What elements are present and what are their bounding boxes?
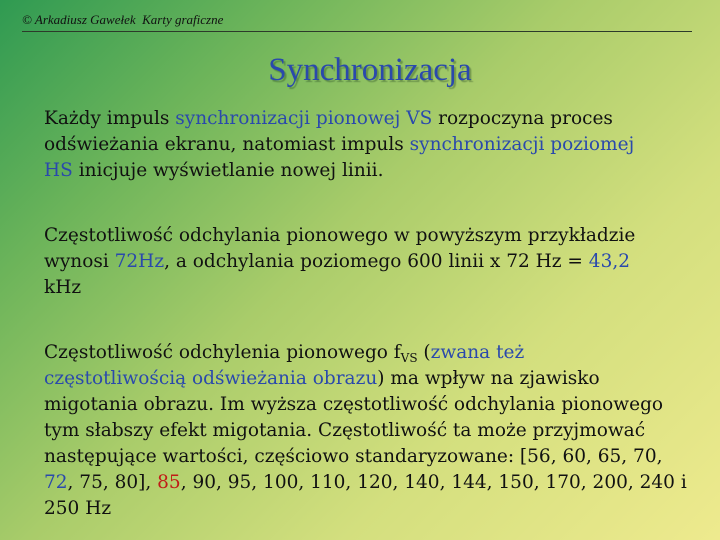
text-run: , a odchylania poziomego 600 linii x 72 Hz = — [164, 251, 589, 272]
value-85: 85 — [157, 472, 181, 493]
text-line — [44, 249, 716, 275]
text-run: , 90, 95, 100, 110, 120, 140, 144, 150, 170, 200, 240 i — [180, 472, 687, 493]
paragraph-refresh-rate — [44, 340, 716, 522]
text-line — [44, 340, 716, 366]
text-line: 250 Hz — [44, 498, 112, 519]
term-vertical-sync: synchronizacji pionowej VS — [175, 108, 433, 129]
text-line — [44, 132, 716, 158]
text-line — [44, 158, 716, 184]
value-vertical-frequency: 72Hz — [114, 251, 165, 272]
text-line — [44, 106, 716, 132]
paragraph-frequency-example — [44, 223, 716, 301]
text-run: ( — [417, 342, 431, 363]
highlighted-text: zwana też — [430, 342, 525, 363]
header-divider — [22, 31, 692, 32]
text-run: , 75, 80], — [67, 472, 158, 493]
text-run: inicjuje wyświetlanie nowej linii. — [72, 160, 384, 181]
slide-title: Synchronizacja — [268, 52, 472, 88]
text-run: odświeżania ekranu, natomiast impuls — [44, 134, 410, 155]
value-horizontal-frequency: 43,2 — [588, 251, 630, 272]
text-line: kHz — [44, 277, 82, 298]
text-run: Częstotliwość odchylenia pionowego f — [44, 342, 401, 363]
text-line: następujące wartości, częściowo standaryzowane: [56, 60, 65, 70, — [44, 446, 663, 467]
text-line: tym słabszy efekt migotania. Częstotliwość ta może przyjmować — [44, 420, 646, 441]
text-run: wynosi — [44, 251, 115, 272]
text-line — [44, 366, 716, 392]
text-line — [44, 470, 716, 496]
text-run: ) ma wpływ na zjawisko — [377, 368, 600, 389]
paragraph-sync-pulses — [44, 106, 716, 184]
text-run: Każdy impuls — [44, 108, 176, 129]
subscript-vs: VS — [400, 351, 418, 365]
value-72: 72 — [44, 472, 68, 493]
term-hs: HS — [44, 160, 73, 181]
text-run: rozpoczyna proces — [432, 108, 613, 129]
highlighted-text: częstotliwością odświeżania obrazu — [44, 368, 378, 389]
slide-header: © Arkadiusz Gawełek Karty graficzne — [22, 12, 224, 27]
text-line: migotania obrazu. Im wyższa częstotliwość odchylania pionowego — [44, 394, 664, 415]
text-line: Częstotliwość odchylania pionowego w powyższym przykładzie — [44, 225, 636, 246]
term-horizontal-sync: synchronizacji poziomej — [409, 134, 635, 155]
